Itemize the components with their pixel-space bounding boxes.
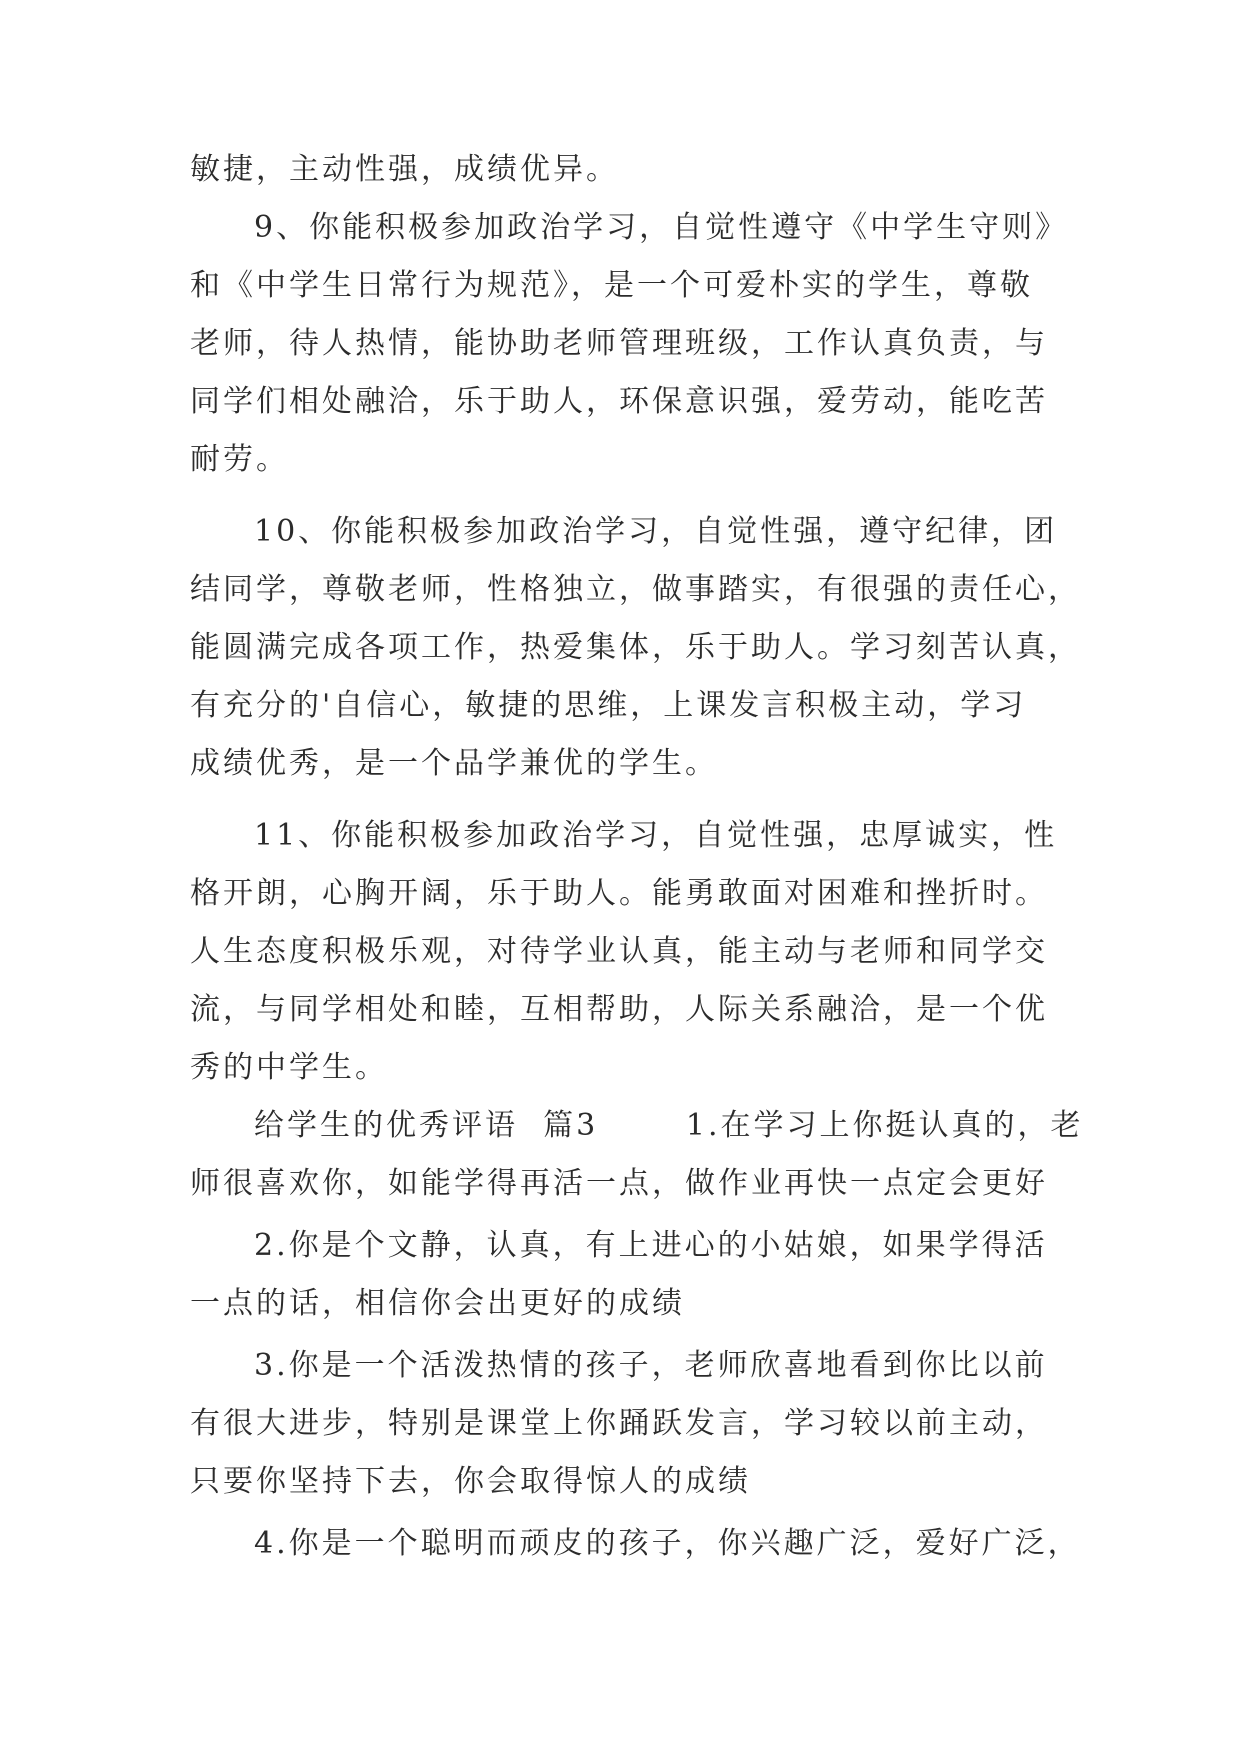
paragraph-10-start: 10、你能积极参加政治学习，自觉性强，遵守纪律，团 (254, 514, 1058, 549)
item-3-start: 3.你是一个活泼热情的孩子，老师欣喜地看到你比以前 (254, 1348, 1048, 1383)
text-line: 成绩优秀，是一个品学兼优的学生。 (190, 746, 718, 781)
text-line: 流，与同学相处和睦，互相帮助，人际关系融洽，是一个优 (190, 992, 1048, 1027)
section-heading-line: 给学生的优秀评语 篇3 1.在学习上你挺认真的，老 (254, 1108, 1084, 1143)
text-line: 只要你坚持下去，你会取得惊人的成绩 (190, 1464, 751, 1499)
text-line: 耐劳。 (190, 442, 289, 477)
text-line: 秀的中学生。 (190, 1050, 388, 1085)
paragraph-9-start: 9、你能积极参加政治学习，自觉性遵守《中学生守则》 (254, 210, 1069, 245)
text-line: 敏捷，主动性强，成绩优异。 (190, 152, 619, 187)
text-line: 人生态度积极乐观，对待学业认真，能主动与老师和同学交 (190, 934, 1048, 969)
text-line: 同学们相处融洽，乐于助人，环保意识强，爱劳动，能吃苦 (190, 384, 1048, 419)
text-line: 师很喜欢你，如能学得再活一点，做作业再快一点定会更好 (190, 1166, 1048, 1201)
text-line: 一点的话，相信你会出更好的成绩 (190, 1286, 685, 1321)
item-4-start: 4.你是一个聪明而顽皮的孩子，你兴趣广泛，爱好广泛， (254, 1526, 1081, 1561)
text-line: 和《中学生日常行为规范》，是一个可爱朴实的学生，尊敬 (190, 268, 1033, 303)
text-line: 老师，待人热情，能协助老师管理班级，工作认真负责，与 (190, 326, 1048, 361)
text-line: 有很大进步，特别是课堂上你踊跃发言，学习较以前主动， (190, 1406, 1048, 1441)
text-line: 能圆满完成各项工作，热爱集体，乐于助人。学习刻苦认真， (190, 630, 1081, 665)
paragraph-11-start: 11、你能积极参加政治学习，自觉性强，忠厚诚实，性 (254, 818, 1058, 853)
text-line: 格开朗，心胸开阔，乐于助人。能勇敢面对困难和挫折时。 (190, 876, 1048, 911)
item-2-start: 2.你是个文静，认真，有上进心的小姑娘，如果学得活 (254, 1228, 1048, 1263)
text-line: 有充分的'自信心，敏捷的思维，上课发言积极主动，学习 (190, 688, 1027, 723)
text-line: 结同学，尊敬老师，性格独立，做事踏实，有很强的责任心， (190, 572, 1081, 607)
